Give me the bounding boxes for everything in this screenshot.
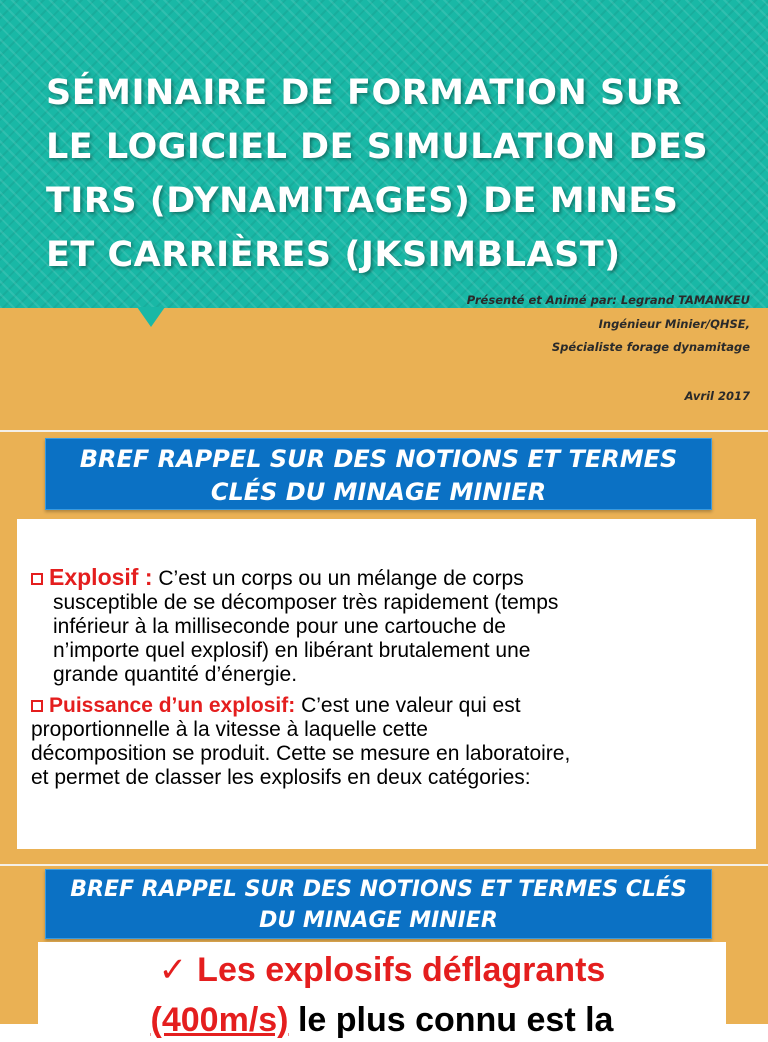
presenter-specialty: Spécialiste forage dynamitage [551, 340, 750, 354]
definition-puissance [31, 694, 744, 790]
definitions-panel [17, 519, 756, 849]
title-line: ET CARRIÈRES (JKSIMBLAST) [46, 235, 621, 275]
definition-text: n’importe quel explosif) en libérant brutalement une [53, 639, 531, 662]
detonation-speed: (400m/s) [150, 1001, 289, 1039]
definitions-slide [0, 432, 768, 864]
definition-text: C’est un corps ou un mélange de corps [158, 567, 524, 590]
definition-text: décomposition se produit. Cette se mesure en laboratoire, [31, 742, 571, 765]
definition-text: susceptible de se décomposer très rapidement (temps [53, 591, 559, 614]
section-heading-line: DU MINAGE MINIER [259, 908, 498, 933]
title-line: LE LOGICIEL DE SIMULATION DES [46, 127, 709, 167]
definition-explosif [31, 565, 744, 687]
title-slide [0, 0, 768, 430]
deflagrant-slide [0, 866, 768, 1039]
section-heading-line: CLÉS DU MINAGE MINIER [210, 478, 547, 506]
deflagrant-panel [38, 942, 726, 1039]
seminar-title [46, 66, 746, 282]
presenter-credit: Présenté et Animé par: Legrand TAMANKEU [466, 293, 750, 307]
presentation-date: Avril 2017 [684, 389, 750, 403]
deflagrant-heading: Les explosifs déflagrants [197, 951, 606, 989]
definition-text: proportionnelle à la vitesse à laquelle cette [31, 718, 428, 741]
presenter-role: Ingénieur Minier/QHSE, [598, 317, 750, 331]
definition-text: grande quantité d’énergie. [53, 663, 298, 686]
section-heading-box [45, 869, 712, 939]
title-line: TIRS (DYNAMITAGES) DE MINES [46, 181, 679, 221]
definition-text: C’est une valeur qui est [301, 694, 521, 717]
deflagrant-detail-line [38, 998, 726, 1042]
banner-notch [137, 307, 165, 327]
square-bullet-icon [31, 573, 43, 585]
deflagrant-heading-line [38, 948, 726, 992]
title-line: SÉMINAIRE DE FORMATION SUR [46, 73, 683, 113]
checkmark-icon: ✓ [158, 951, 188, 989]
square-bullet-icon [31, 700, 43, 712]
section-heading-box [45, 438, 712, 510]
definition-text: et permet de classer les explosifs en deux catégories: [31, 766, 531, 789]
section-heading-line: BREF RAPPEL SUR DES NOTIONS ET TERMES [79, 445, 678, 473]
definition-text: inférieur à la milliseconde pour une cartouche de [53, 615, 506, 638]
definition-term: Puissance d’un explosif: [49, 694, 296, 717]
deflagrant-detail-text: le plus connu est la [297, 1001, 614, 1039]
definition-term: Explosif : [49, 564, 153, 590]
section-heading-line: BREF RAPPEL SUR DES NOTIONS ET TERMES CLÉS [70, 877, 687, 902]
